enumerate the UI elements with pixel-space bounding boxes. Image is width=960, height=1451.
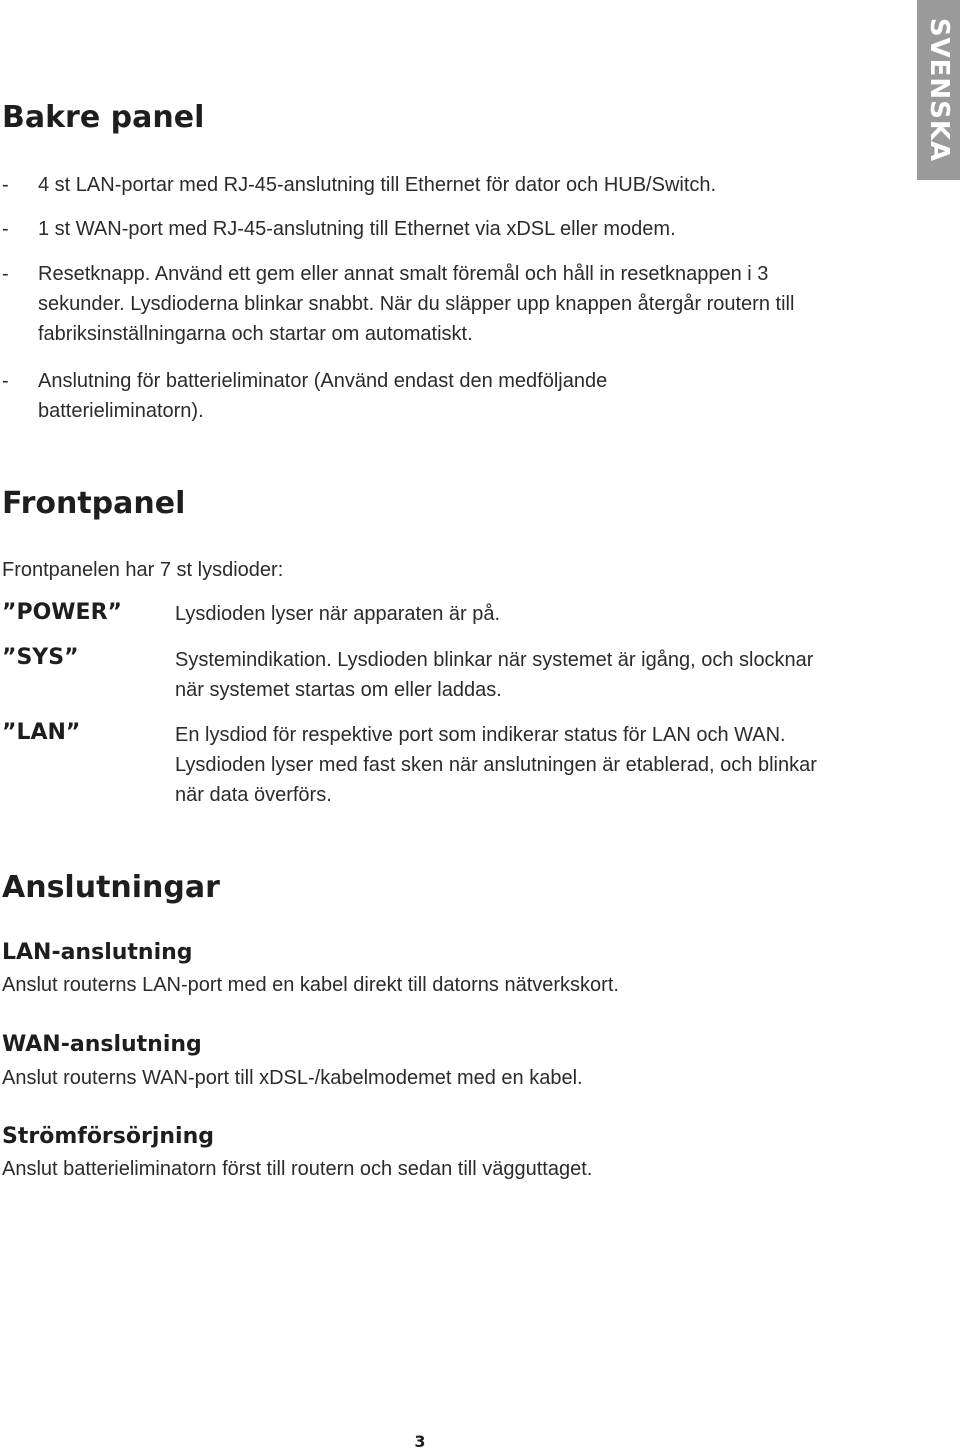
lan-connection-title: LAN-anslutning [2, 940, 193, 965]
led-label-sys: ”SYS” [2, 645, 79, 670]
bullet-text: 4 st LAN-portar med RJ-45-anslutning till Ethernet för dator och HUB/Switch. [38, 174, 717, 196]
lan-connection-text: Anslut routerns LAN-port med en kabel direkt till datorns nätverkskort. [2, 974, 619, 996]
led-description-sys: Systemindikation. Lysdioden blinkar när systemet är igång, och slocknar när systemet startas om eller laddas. [175, 649, 814, 701]
wan-connection-text: Anslut routerns WAN-port till xDSL-/kabelmodemet med en kabel. [2, 1067, 583, 1089]
bullet-dash: - [2, 174, 9, 196]
front-panel-heading: Frontpanel [2, 486, 186, 521]
bullet-dash: - [2, 263, 9, 285]
front-panel-intro: Frontpanelen har 7 st lysdioder: [2, 559, 284, 581]
language-tab [917, 0, 960, 180]
power-supply-title: Strömförsörjning [2, 1124, 214, 1149]
bullet-text: Resetknapp. Använd ett gem eller annat smalt föremål och håll in resetknappen i 3 sekunder. Lysdioderna blinkar snabbt. När du släpper upp knappen återgår routern till fabriksinställningarna och startar om automatiskt. [38, 263, 795, 345]
wan-connection-title: WAN-anslutning [2, 1032, 202, 1057]
led-label-power: ”POWER” [2, 600, 122, 625]
connections-heading: Anslutningar [2, 870, 220, 905]
bullet-text: Anslutning för batterieliminator (Använd endast den medföljande batterieliminatorn). [38, 370, 608, 422]
page-number: 3 [414, 1432, 426, 1451]
bullet-dash: - [2, 218, 9, 240]
language-tab-label: SVENSKA [923, 17, 954, 163]
power-supply-text: Anslut batterieliminatorn först till routern och sedan till vägguttaget. [2, 1158, 593, 1180]
led-description-power: Lysdioden lyser när apparaten är på. [175, 603, 501, 625]
rear-panel-heading: Bakre panel [2, 100, 205, 135]
bullet-text: 1 st WAN-port med RJ-45-anslutning till Ethernet via xDSL eller modem. [38, 218, 676, 240]
led-description-lan: En lysdiod för respektive port som indikerar status för LAN och WAN. Lysdioden lyser med fast sken när anslutningen är etablerad, och blinkar när data överförs. [175, 724, 817, 806]
bullet-dash: - [2, 370, 9, 392]
led-label-lan: ”LAN” [2, 720, 81, 745]
